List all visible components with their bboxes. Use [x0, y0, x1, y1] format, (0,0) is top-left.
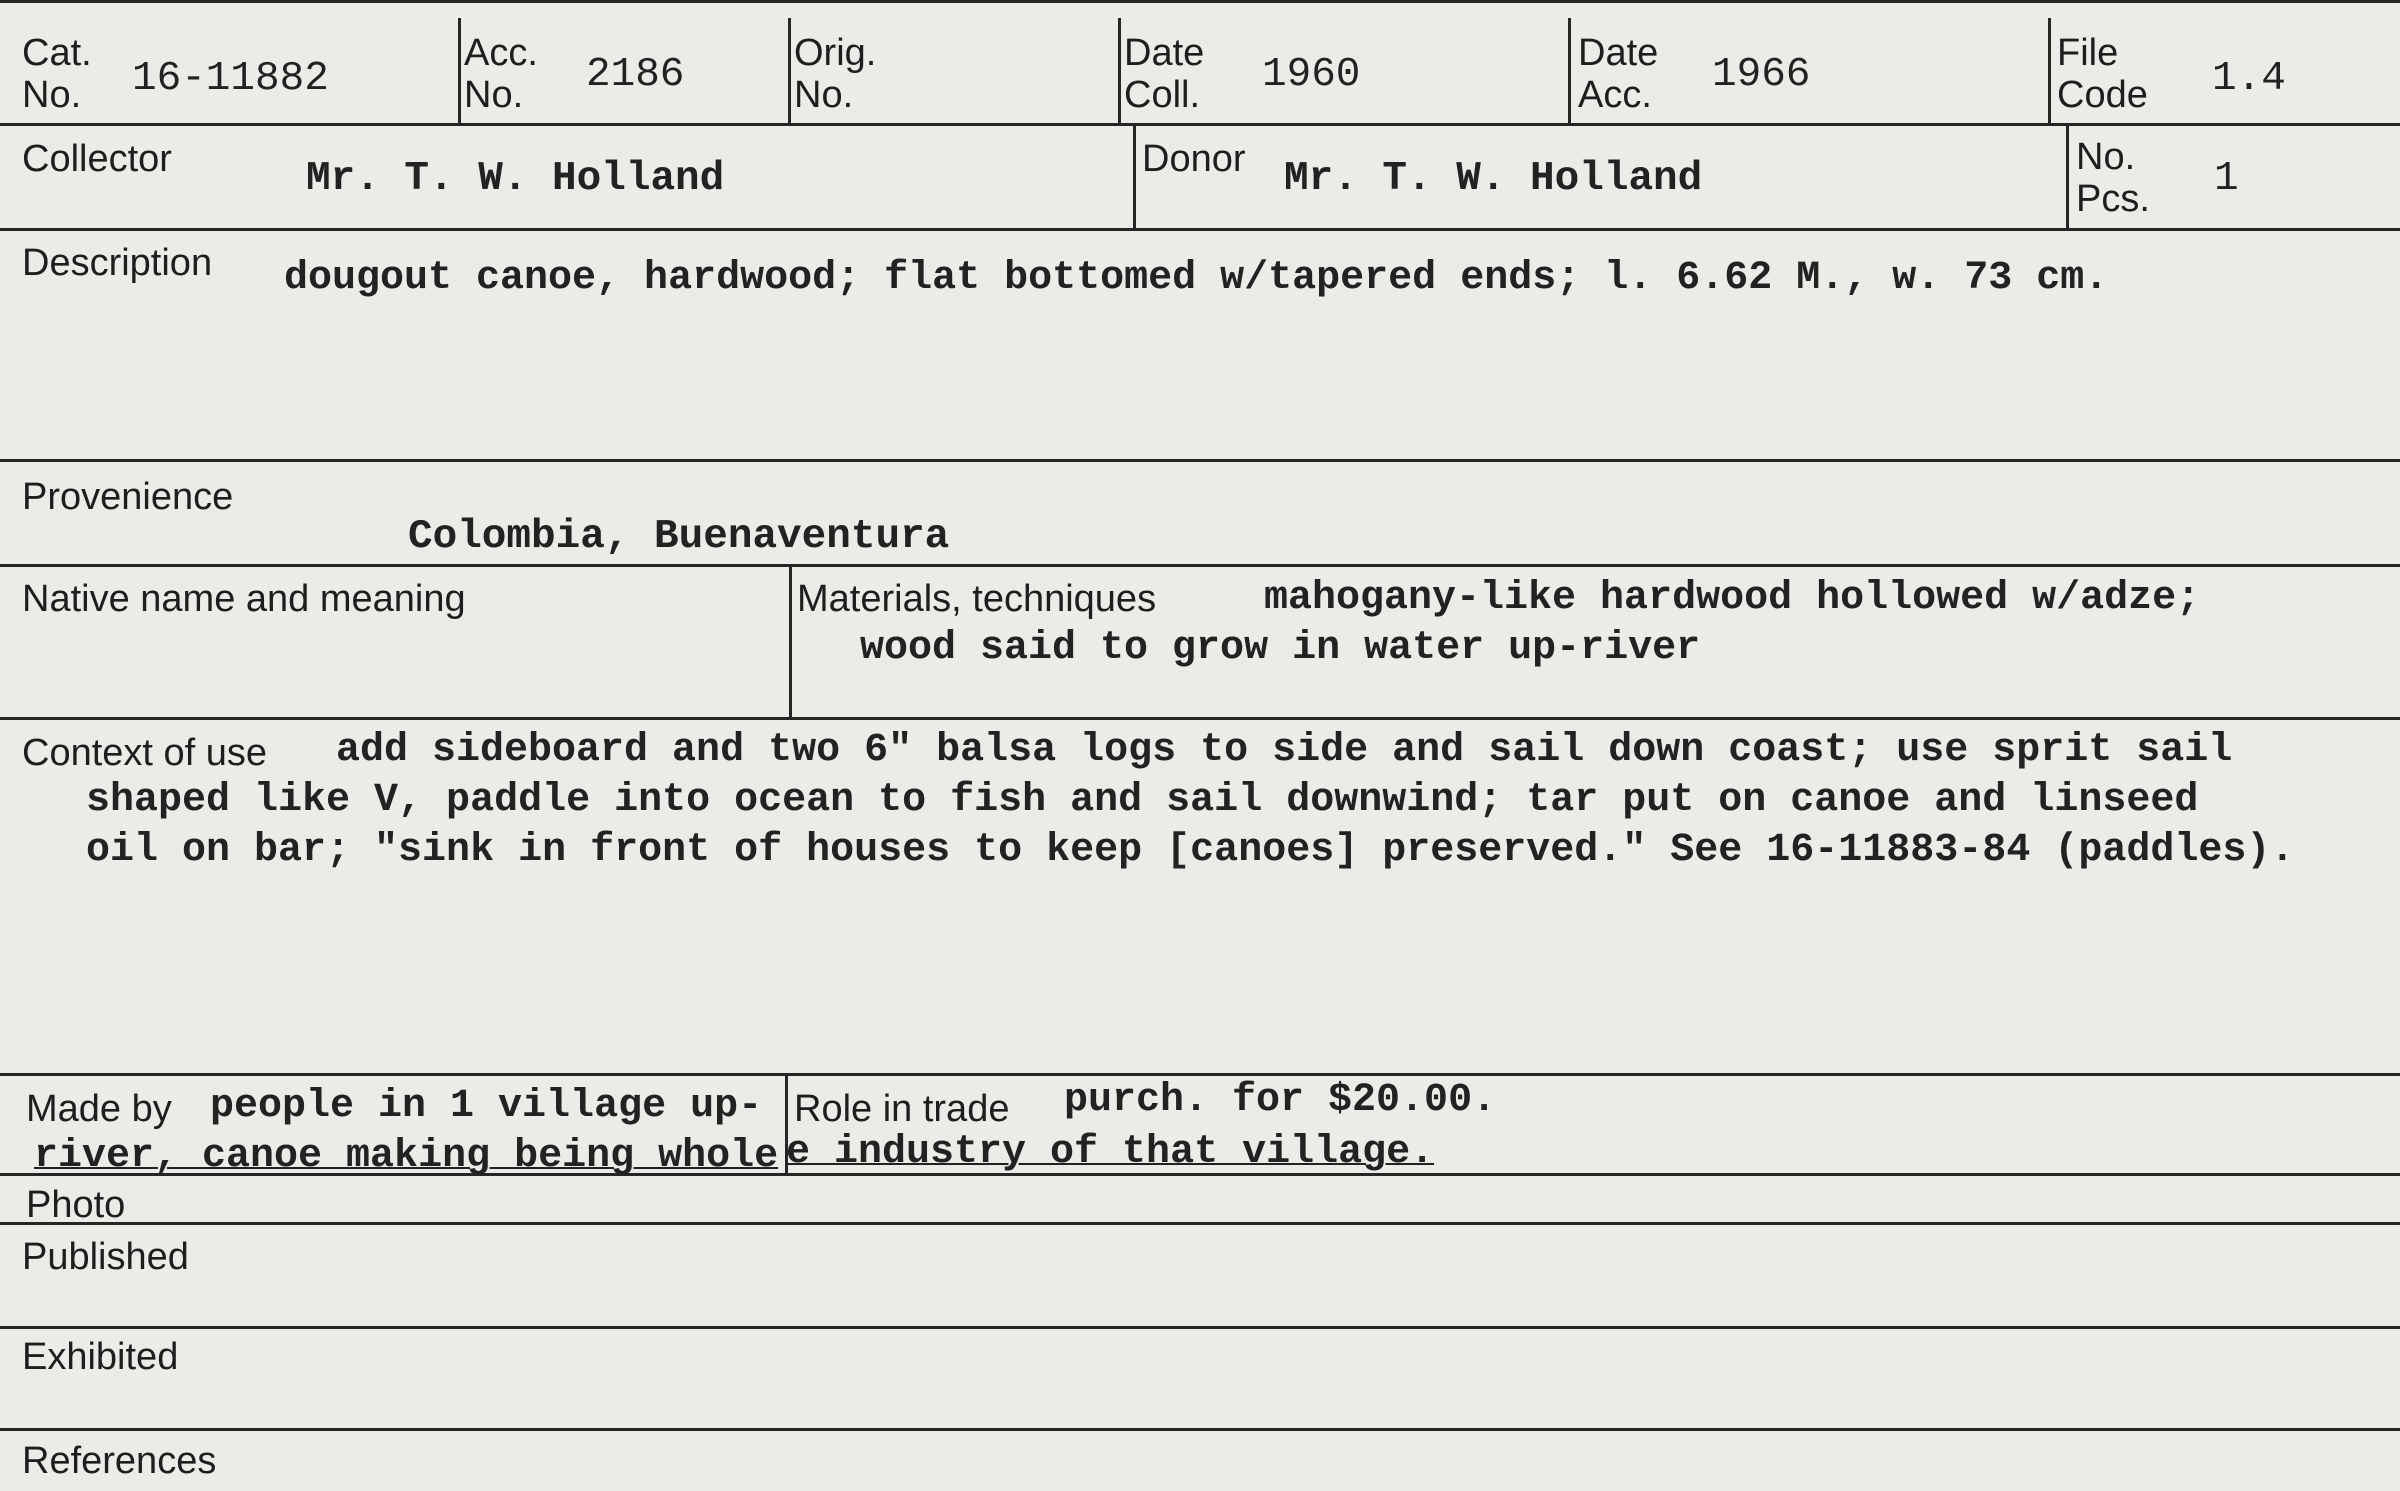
rule-top	[0, 0, 2400, 3]
materials-line-1: mahogany-like hardwood hollowed w/adze;	[1264, 576, 2201, 621]
date-acc-value: 1966	[1712, 52, 1811, 98]
rule-v-acc	[788, 18, 791, 123]
rule-exhibited-bottom	[0, 1428, 2400, 1431]
rule-materials-bottom	[0, 717, 2400, 720]
role-in-trade-label: Role in trade	[794, 1088, 1010, 1130]
date-acc-label-2: Acc.	[1578, 74, 1652, 116]
rule-v-donor	[2066, 126, 2069, 228]
published-label: Published	[22, 1236, 189, 1278]
cat-no-label-2: No.	[22, 74, 82, 116]
cat-no-label-1: Cat.	[22, 32, 92, 74]
rule-description-bottom	[0, 459, 2400, 462]
rule-v-collector	[1133, 126, 1136, 228]
context-line-3: oil on bar; "sink in front of houses to keep [canoes] preserved." See 16-11883-84 (paddles).	[86, 828, 2295, 873]
orig-no-label-1: Orig.	[794, 32, 877, 74]
made-by-line-1: people in 1 village up-	[210, 1084, 763, 1129]
acc-no-label-2: No.	[464, 74, 524, 116]
date-acc-label-1: Date	[1578, 32, 1659, 74]
materials-line-2: wood said to grow in water up-river	[860, 626, 1701, 671]
file-code-label-2: Code	[2057, 74, 2148, 116]
rule-collector-bottom	[0, 228, 2400, 231]
exhibited-label: Exhibited	[22, 1336, 179, 1378]
role-in-trade-line-2: e industry of that village.	[786, 1130, 1435, 1175]
references-label: References	[22, 1440, 217, 1482]
context-line-2: shaped like V, paddle into ocean to fish and sail downwind; tar put on canoe and linseed	[86, 778, 2199, 823]
photo-label: Photo	[26, 1184, 126, 1226]
rule-v-orig	[1118, 18, 1121, 123]
date-coll-value: 1960	[1262, 52, 1361, 98]
acc-no-value: 2186	[586, 52, 685, 98]
donor-value: Mr. T. W. Holland	[1284, 156, 1703, 202]
description-value: dougout canoe, hardwood; flat bottomed w/tapered ends; l. 6.62 M., w. 73 cm.	[284, 256, 2109, 301]
cat-no-value: 16-11882	[132, 56, 329, 102]
pcs-value: 1	[2214, 156, 2239, 202]
made-by-label: Made by	[26, 1088, 172, 1130]
rule-v-cat	[458, 18, 461, 123]
context-label: Context of use	[22, 732, 268, 774]
file-code-value: 1.4	[2212, 56, 2286, 102]
role-in-trade-line-1: purch. for $20.00.	[1064, 1078, 1497, 1123]
rule-photo-bottom	[0, 1222, 2400, 1225]
provenience-value: Colombia, Buenaventura	[408, 514, 950, 560]
made-by-line-2: river, canoe making being whole	[34, 1134, 779, 1179]
pcs-label-1: No.	[2076, 136, 2136, 178]
context-line-1: add sideboard and two 6" balsa logs to side and sail down coast; use sprit sail	[336, 728, 2233, 773]
date-coll-label-1: Date	[1124, 32, 1205, 74]
rule-v-dateacc	[2048, 18, 2051, 123]
donor-label: Donor	[1142, 138, 1246, 180]
rule-v-datecoll	[1568, 18, 1571, 123]
rule-published-bottom	[0, 1326, 2400, 1329]
collector-value: Mr. T. W. Holland	[306, 156, 725, 202]
pcs-label-2: Pcs.	[2076, 178, 2150, 220]
rule-provenience-bottom	[0, 564, 2400, 567]
orig-no-label-2: No.	[794, 74, 854, 116]
rule-header-bottom	[0, 123, 2400, 126]
acc-no-label-1: Acc.	[464, 32, 538, 74]
rule-v-native	[789, 567, 792, 717]
description-label: Description	[22, 242, 213, 284]
provenience-label: Provenience	[22, 476, 234, 518]
file-code-label-1: File	[2057, 32, 2119, 74]
date-coll-label-2: Coll.	[1124, 74, 1201, 116]
materials-label: Materials, techniques	[797, 578, 1157, 620]
collector-label: Collector	[22, 138, 172, 180]
native-name-label: Native name and meaning	[22, 578, 466, 620]
